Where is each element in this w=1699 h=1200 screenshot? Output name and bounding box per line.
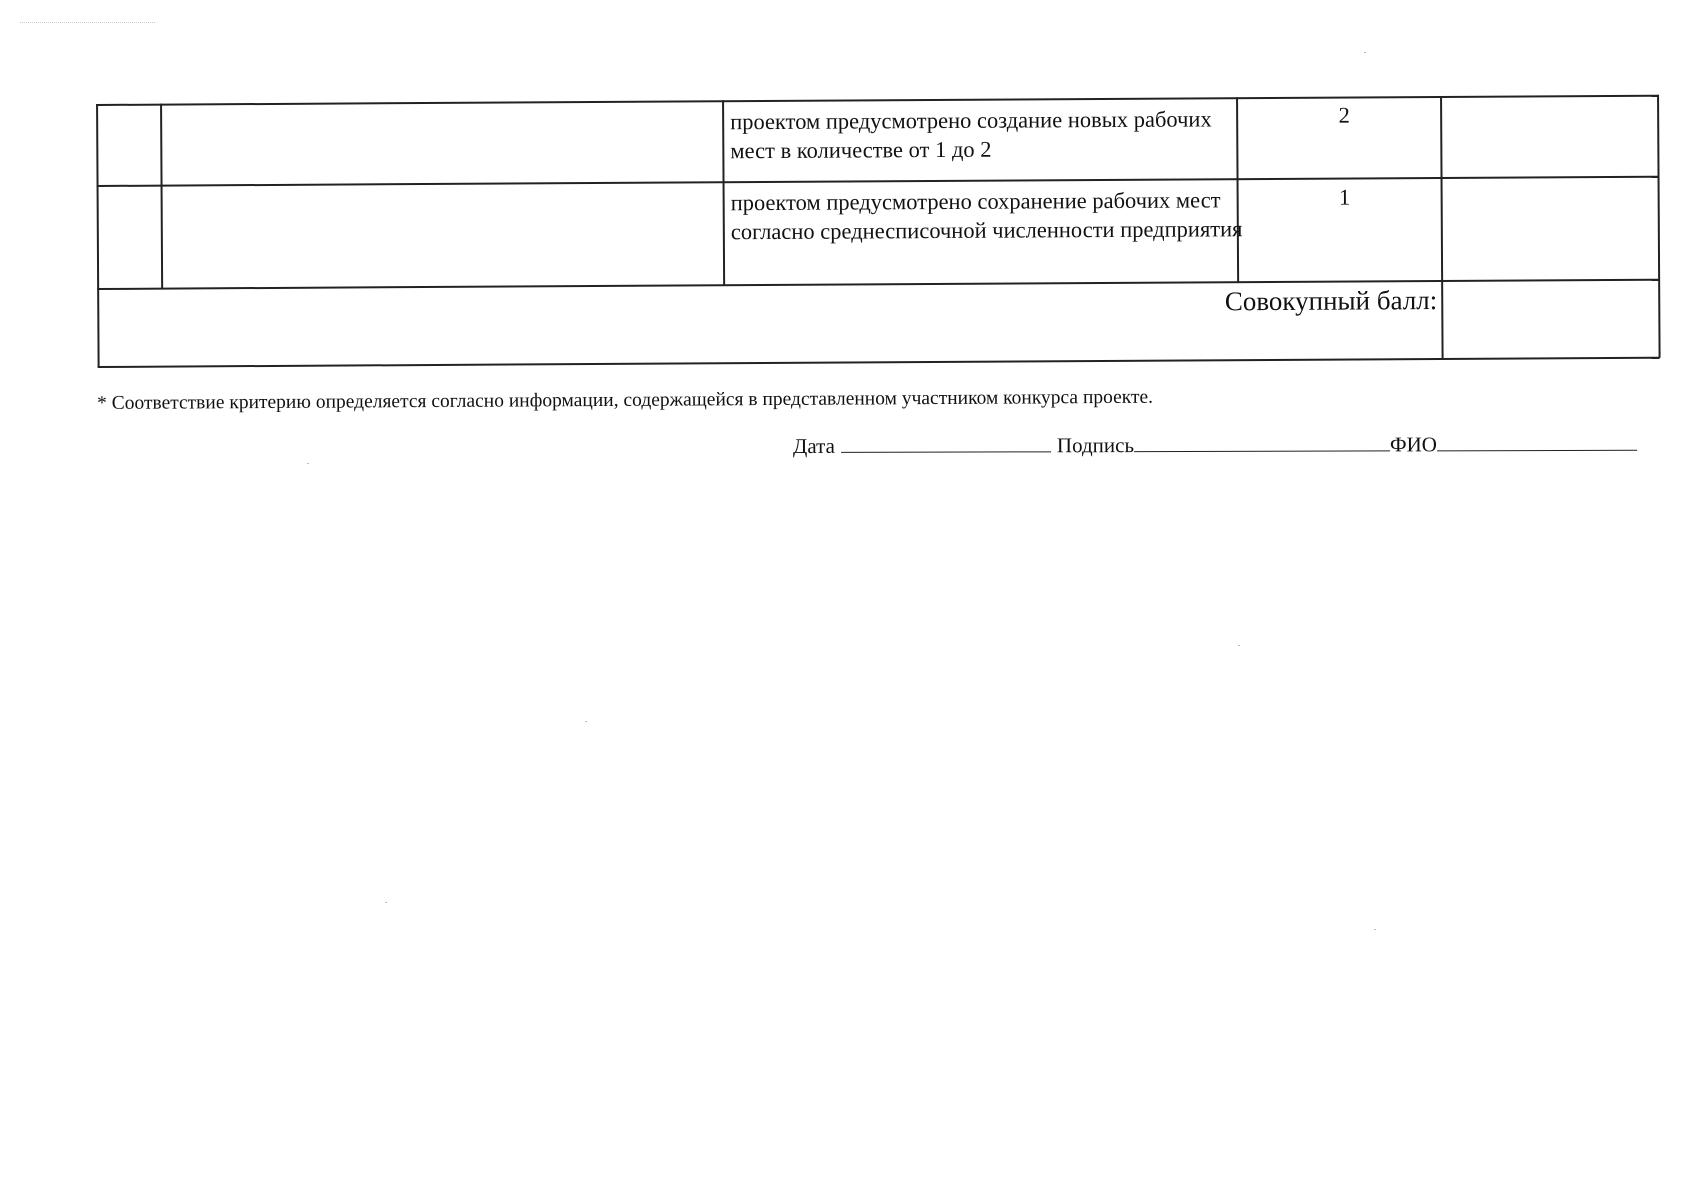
scan-artifact [20,22,155,23]
scan-speck [385,902,387,903]
scan-speck [1364,52,1366,53]
table-column-divider [160,104,163,289]
signature-block [793,430,1637,460]
table-row-criterion: проектом предусмотрено сохранение рабочих мест согласно среднесписочной численности предприятия [730,187,1243,245]
table-bottom-border [98,357,1660,368]
table-left-border [96,104,99,367]
name-blank-line [1437,430,1637,452]
table-right-border [1657,95,1660,358]
footnote: * Соответствие критерию определяется согласно информации, содержащейся в представленном участником конкурса проекте. [97,386,1154,414]
table-column-divider [722,100,725,285]
name-label: ФИО [1389,432,1437,457]
date-label: Дата [793,433,835,458]
evaluation-table [96,85,1660,368]
scan-speck [1238,645,1240,646]
table-row-score: 2 [1338,102,1350,128]
scan-speck [585,721,587,722]
date-blank-line [841,431,1051,453]
table-row-criterion: проектом предусмотрено создание новых рабочих мест в количестве от 1 до 2 [730,106,1212,164]
scan-speck [1374,929,1376,930]
table-row-score: 1 [1338,184,1351,210]
signature-label: Подпись [1056,433,1135,458]
total-score-label: Совокупный балл: [1224,285,1438,317]
scan-speck [307,463,309,464]
signature-blank-line [1134,430,1390,452]
table-column-divider [1440,96,1443,359]
